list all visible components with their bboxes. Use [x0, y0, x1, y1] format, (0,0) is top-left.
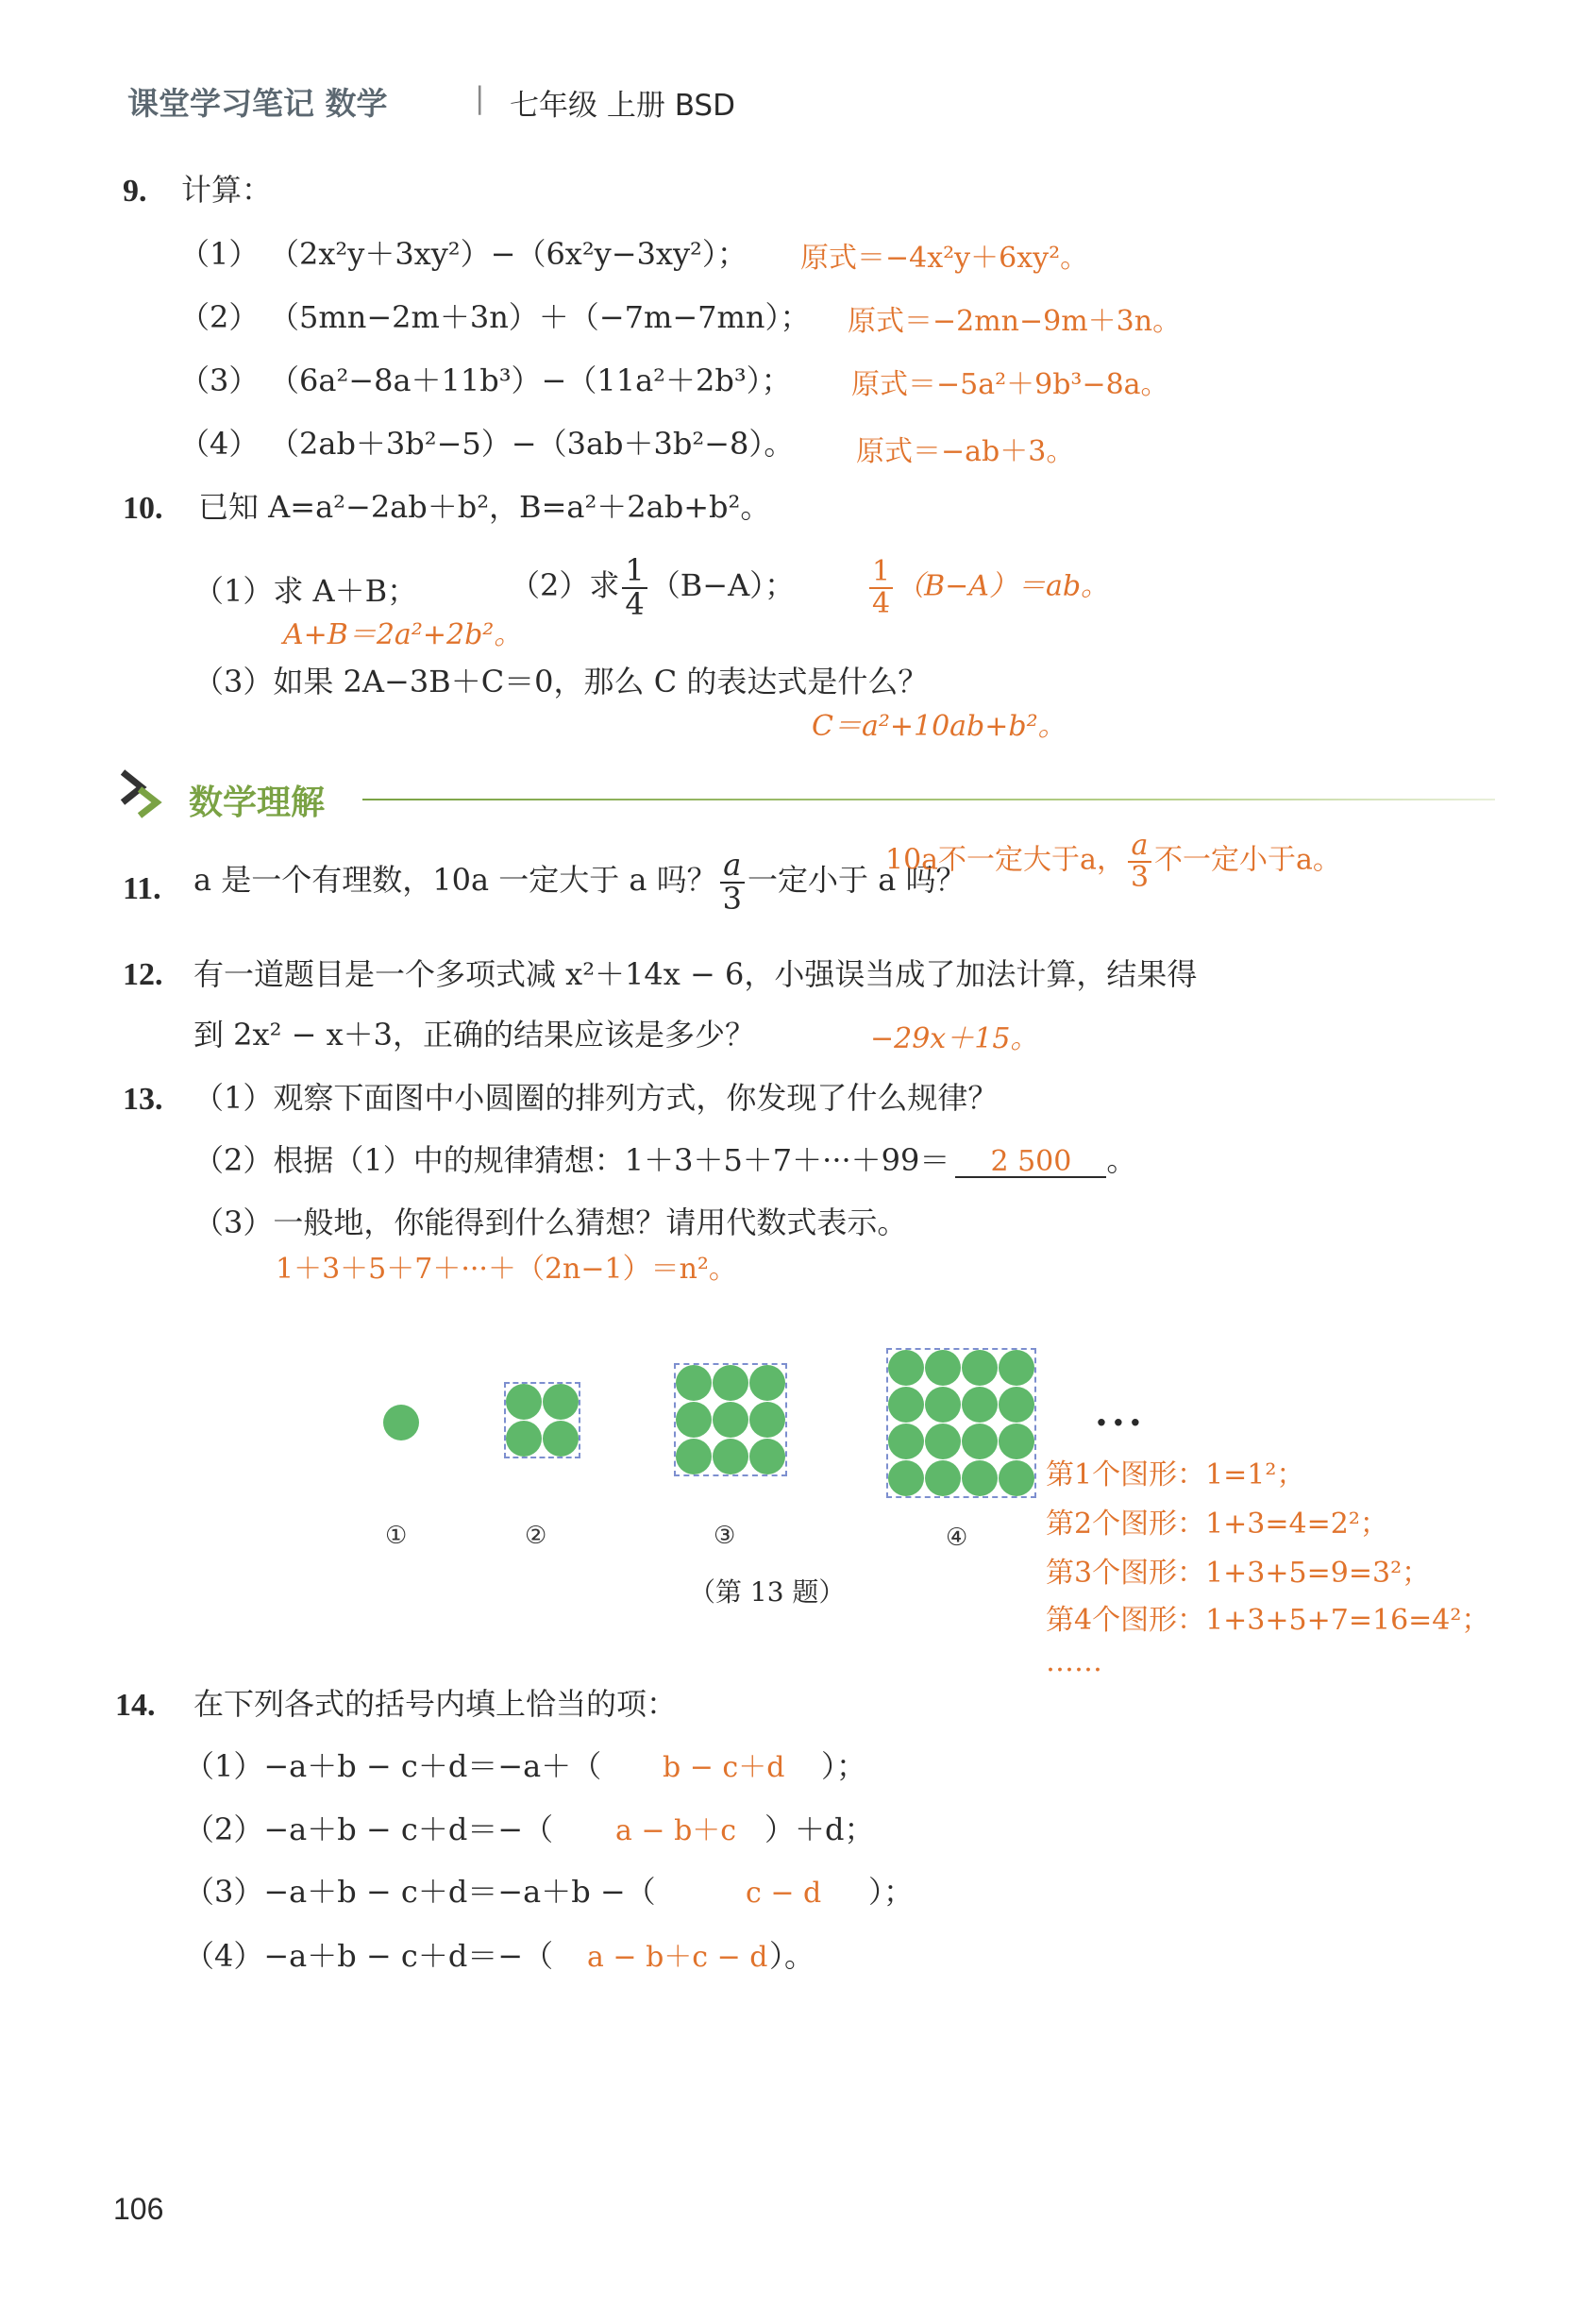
q13-circle — [999, 1387, 1034, 1423]
q13-circle — [676, 1365, 712, 1401]
q13-circle — [543, 1384, 579, 1420]
q13-circle — [888, 1387, 924, 1423]
q10-fraction — [622, 552, 647, 622]
q13-note-3: 第3个图形：1+3+5=9=3²； — [1046, 1557, 1431, 1590]
q13-circle — [888, 1424, 924, 1459]
q14-item3-left: （3）−a＋b − c＋d＝−a＋b −（ — [184, 1874, 656, 1910]
q11-ans-frac-num: a — [1128, 831, 1151, 863]
q13-circle — [749, 1439, 785, 1474]
header-title: 课堂学习笔记 数学 — [127, 85, 388, 122]
q13-circle — [962, 1424, 998, 1459]
q11-answer-b: 不一定小于a。 — [1154, 843, 1341, 877]
q13-circle — [925, 1387, 961, 1423]
q13-circle — [383, 1405, 419, 1440]
q10-frac-num: 1 — [622, 555, 647, 589]
q9-prompt: 计算： — [181, 172, 273, 208]
q14-prompt: 在下列各式的括号内填上恰当的项： — [193, 1686, 678, 1722]
q13-caption: （第 13 题） — [689, 1576, 846, 1608]
q9-item1-label: （1） — [179, 236, 260, 272]
q9-item4-answer: 原式＝−ab＋3。 — [856, 435, 1075, 468]
q13-number: 13. — [123, 1082, 163, 1117]
q14-item3-answer: c − d — [746, 1877, 822, 1910]
q10-ans-frac-den: 4 — [872, 586, 891, 620]
q12-line1: 有一道题目是一个多项式减 x²＋14x − 6，小强误当成了加法计算，结果得 — [193, 956, 1198, 992]
q11-answer-fraction — [1128, 831, 1151, 892]
q13-part2-answer: 2 500 — [990, 1145, 1072, 1178]
q11-answer-a: 10a不一定大于a， — [885, 843, 1125, 877]
q10-part2-answer — [866, 557, 1109, 618]
q13-circle — [999, 1350, 1034, 1386]
q13-circle — [962, 1387, 998, 1423]
q13-circle — [999, 1460, 1034, 1496]
q9-item3-label: （3） — [179, 362, 260, 398]
q14-item4-right: ）。 — [769, 1938, 815, 1974]
header-separator: | — [475, 81, 485, 115]
q10-answer-fraction — [869, 557, 893, 618]
q11-answer — [885, 831, 1341, 892]
q9-item2-answer: 原式＝−2mn−9m＋3n。 — [848, 305, 1182, 338]
q11-ans-frac-den: 3 — [1130, 860, 1150, 894]
q10-part3-answer: C＝a²+10ab+b²。 — [812, 710, 1067, 743]
q13-circle — [749, 1402, 785, 1438]
q10-part2-prefix: （2）求 — [510, 567, 620, 604]
q13-figure-ellipsis: ··· — [1095, 1401, 1146, 1445]
q14-item1-answer: b − c＋d — [663, 1751, 785, 1784]
q13-part2-blank — [955, 1145, 1106, 1178]
q9-item4-expr: （2ab＋3b²−5）−（3ab＋3b²−8）。 — [269, 426, 795, 462]
q10-part1-answer: A+B＝2a²+2b²。 — [283, 618, 523, 651]
q14-item4-left: （4）−a＋b − c＋d＝−（ — [184, 1938, 554, 1974]
q13-part3: （3）一般地，你能得到什么猜想？请用代数式表示。 — [193, 1205, 908, 1240]
q11-text — [193, 847, 966, 917]
q10-part2-suffix: （B−A）； — [649, 567, 796, 604]
q13-circle — [713, 1402, 748, 1438]
q11-text-a: a 是一个有理数，10a 一定大于 a 吗？ — [193, 862, 717, 899]
q10-part3: （3）如果 2A−3B＋C＝0，那么 C 的表达式是什么？ — [193, 664, 929, 699]
q10-prompt: 已知 A=a²−2ab＋b²，B=a²＋2ab+b²。 — [198, 489, 771, 525]
q14-item3-right: ）； — [868, 1874, 915, 1910]
q13-note-4: 第4个图形：1+3+5+7=16=4²； — [1046, 1604, 1490, 1637]
q13-part2-end: 。 — [1106, 1142, 1137, 1178]
q13-note-1: 第1个图形：1=1²； — [1046, 1458, 1305, 1491]
q13-circle — [888, 1460, 924, 1496]
q13-label-2: ② — [525, 1522, 547, 1550]
q13-circle — [543, 1421, 579, 1457]
q11-frac-num: a — [720, 850, 745, 884]
q11-number: 11. — [123, 871, 161, 906]
q13-circle — [713, 1365, 748, 1401]
q13-circle — [506, 1384, 542, 1420]
q10-part2-answer-text: （B−A）＝ab。 — [896, 569, 1110, 603]
q10-part2 — [510, 552, 796, 622]
q13-circle — [749, 1365, 785, 1401]
q13-part2-text: （2）根据（1）中的规律猜想：1＋3＋5＋7＋···＋99＝ — [193, 1142, 950, 1178]
q12-answer: −29x＋15。 — [870, 1022, 1039, 1055]
q9-item2-expr: （5mn−2m＋3n）＋（−7m−7mn）； — [269, 299, 811, 335]
q12-line2: 到 2x² − x＋3，正确的结果应该是多少？ — [193, 1017, 755, 1053]
q13-circle — [925, 1460, 961, 1496]
q11-frac-den: 3 — [722, 880, 743, 917]
q14-item2-left: （2）−a＋b − c＋d＝−（ — [184, 1811, 554, 1847]
q13-label-4: ④ — [946, 1524, 968, 1552]
q13-part2 — [193, 1142, 1137, 1178]
q9-item3-answer: 原式＝−5a²＋9b³−8a。 — [851, 368, 1169, 401]
q14-item1-left: （1）−a＋b − c＋d＝−a＋（ — [184, 1748, 602, 1784]
q14-item2-answer: a − b＋c — [615, 1814, 737, 1847]
q10-ans-frac-num: 1 — [869, 557, 893, 589]
q9-item1-expr: （2x²y＋3xy²）−（6x²y−3xy²）； — [269, 236, 748, 272]
q12-number: 12. — [123, 957, 163, 992]
q13-circle — [506, 1421, 542, 1457]
q10-frac-den: 4 — [625, 585, 645, 622]
section-divider — [362, 799, 1495, 800]
q13-note-2: 第2个图形：1+3=4=2²； — [1046, 1508, 1388, 1541]
q11-text-b: 一定小于 a 吗？ — [748, 862, 966, 899]
q13-label-3: ③ — [714, 1522, 736, 1550]
section-title: 数学理解 — [189, 783, 326, 822]
section-chevron-icon — [117, 767, 174, 819]
q13-circle — [962, 1350, 998, 1386]
q13-circle — [999, 1424, 1034, 1459]
q13-circle — [925, 1424, 961, 1459]
q9-item2-label: （2） — [179, 299, 260, 335]
q10-part1: （1）求 A＋B； — [193, 573, 418, 609]
q9-item1-answer: 原式＝−4x²y＋6xy²。 — [800, 242, 1089, 275]
q14-item1-right: ）； — [821, 1748, 867, 1784]
q9-number: 9. — [123, 174, 147, 209]
q14-number: 14. — [115, 1688, 156, 1723]
q11-fraction — [720, 847, 745, 917]
q13-label-1: ① — [385, 1522, 408, 1550]
q13-circle — [713, 1439, 748, 1474]
q13-note-5: …… — [1046, 1645, 1102, 1678]
q13-circle — [676, 1439, 712, 1474]
q13-circle — [888, 1350, 924, 1386]
q13-circle — [962, 1460, 998, 1496]
q13-part3-answer: 1＋3＋5＋7＋···＋（2n−1）＝n²。 — [276, 1253, 737, 1286]
q13-circle — [925, 1350, 961, 1386]
q9-item4-label: （4） — [179, 426, 260, 462]
page-number: 106 — [113, 2192, 164, 2226]
q9-item3-expr: （6a²−8a＋11b³）−（11a²＋2b³）； — [269, 362, 792, 398]
header-subtitle: 七年级 上册 BSD — [510, 89, 735, 123]
q14-item2-right: ）＋d； — [764, 1811, 875, 1847]
q10-number: 10. — [123, 491, 163, 526]
q13-circle — [676, 1402, 712, 1438]
q13-part1: （1）观察下面图中小圆圈的排列方式，你发现了什么规律？ — [193, 1080, 999, 1116]
q14-item4-answer: a − b＋c − d — [587, 1941, 768, 1974]
